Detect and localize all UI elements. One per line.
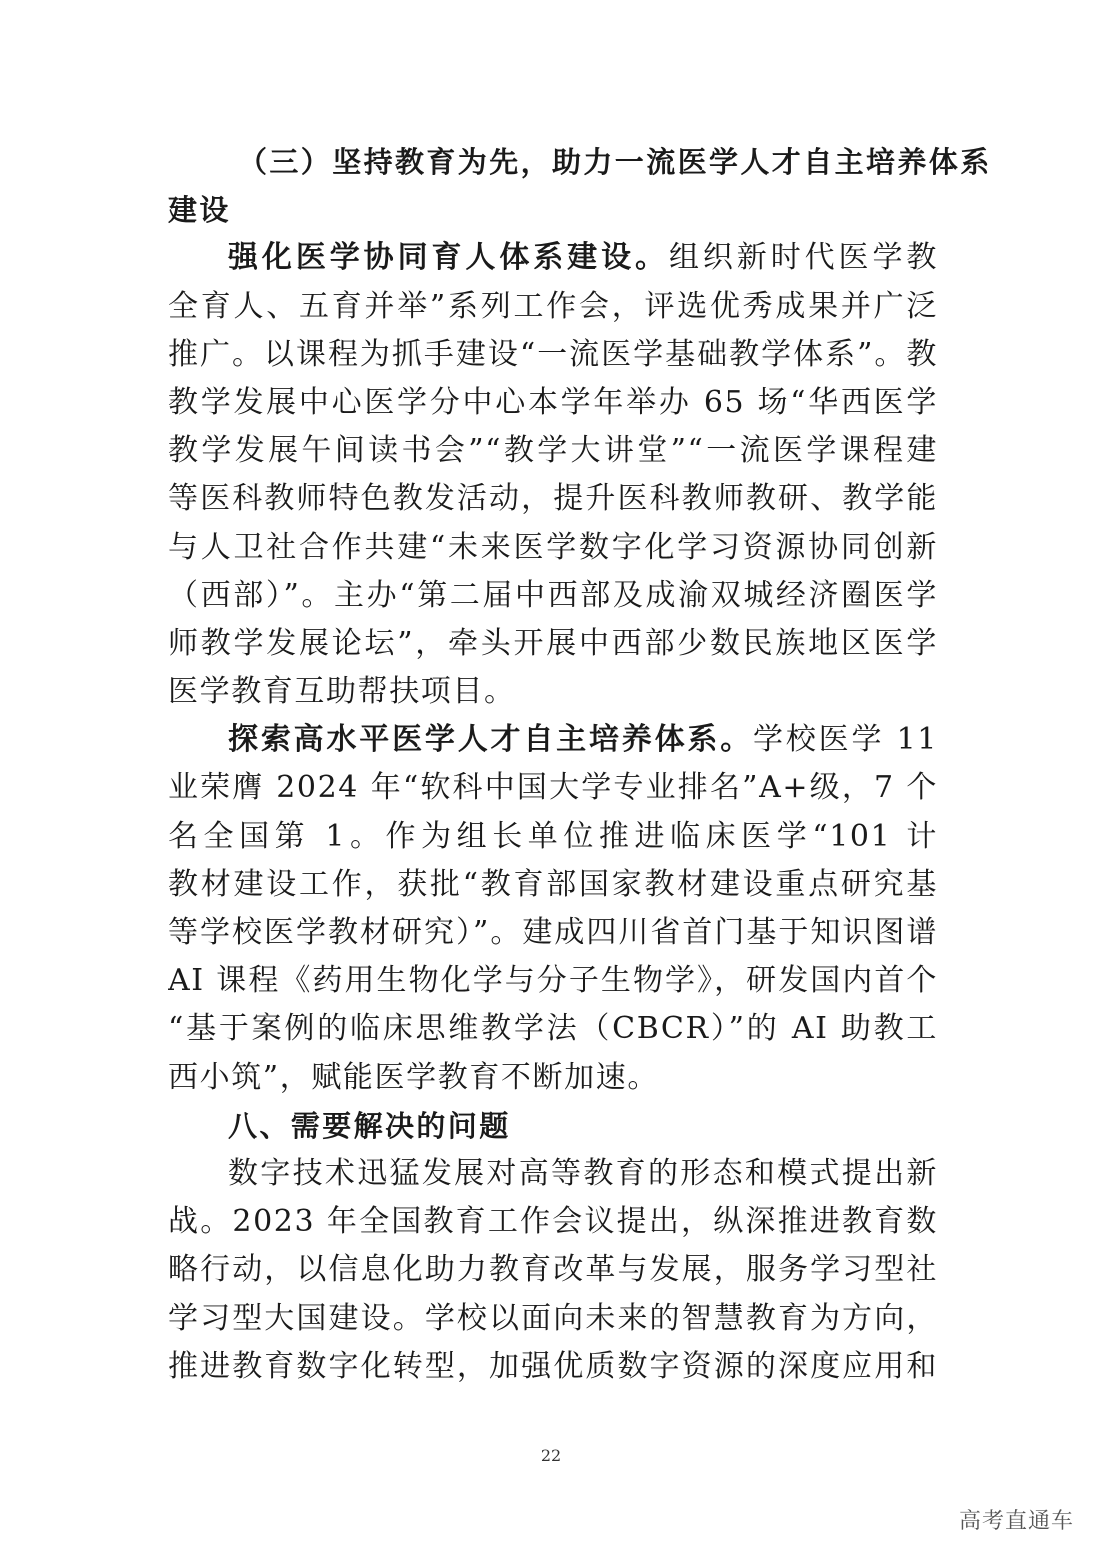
paragraph-1-line-last: 医学教育互助帮扶项目。	[168, 674, 516, 710]
paragraph-2-line: 名全国第 1。作为组长单位推进临床医学“101 计	[168, 818, 938, 854]
paragraph-3-line: 推进教育数字化转型，加强优质数字资源的深度应用和	[168, 1348, 938, 1384]
paragraph-3-line: 战。2023 年全国教育工作会议提出，纵深推进教育数	[168, 1204, 938, 1240]
paragraph-1-line: 全育人、五育并举”系列工作会，评选优秀成果并广泛	[168, 288, 938, 324]
section-heading-3-line2: 建设	[168, 193, 231, 228]
page-number: 22	[540, 1446, 562, 1465]
paragraph-2-line-last: 西小筑”，赋能医学教育不断加速。	[168, 1059, 659, 1095]
paragraph-1-line: 教学发展午间读书会”“教学大讲堂”“一流医学课程建	[168, 433, 938, 469]
paragraph-1-line1	[168, 234, 938, 282]
paragraph-2-line: 教材建设工作，获批“教育部国家教材建设重点研究基	[168, 866, 938, 902]
paragraph-2-line1	[168, 716, 938, 764]
paragraph-1-lead: 强化医学协同育人体系建设。	[228, 240, 669, 276]
paragraph-2-line: AI 课程《药用生物化学与分子生物学》，研发国内首个	[168, 963, 938, 999]
paragraph-2-line1-text: 学校医学 11	[753, 722, 938, 758]
paragraph-1-line: 教学发展中心医学分中心本学年举办 65 场“华西医学	[168, 384, 938, 420]
paragraph-1-line: 与人卫社合作共建“未来医学数字化学习资源协同创新	[168, 529, 938, 565]
watermark: 高考直通车	[958, 1509, 1074, 1534]
paragraph-1-line: 推广。以课程为抓手建设“一流医学基础教学体系”。教	[168, 336, 938, 372]
paragraph-1-line: 师教学发展论坛”，牵头开展中西部少数民族地区医学	[168, 625, 938, 661]
paragraph-2-lead: 探索高水平医学人才自主培养体系。	[228, 722, 754, 758]
paragraph-3-line: 学习型大国建设。学校以面向未来的智慧教育为方向，	[168, 1300, 938, 1336]
paragraph-1-line: 等医科教师特色教发活动，提升医科教师教研、教学能	[168, 481, 938, 517]
paragraph-2-line: “基于案例的临床思维教学法（CBCR）”的 AI 助教工	[168, 1011, 938, 1047]
paragraph-2-line: 业荣膺 2024 年“软科中国大学专业排名”A+级，7 个	[168, 770, 938, 806]
section-heading-8: 八、需要解决的问题	[228, 1108, 511, 1143]
paragraph-1-line1-text: 组织新时代医学教	[668, 240, 938, 276]
document-page	[168, 138, 992, 1391]
paragraph-3-line: 略行动，以信息化助力教育改革与发展，服务学习型社	[168, 1252, 938, 1288]
paragraph-2-line: 等学校医学教材研究）”。建成四川省首门基于知识图谱	[168, 915, 938, 950]
paragraph-1-line: （西部）”。主办“第二届中西部及成渝双城经济圈医学	[168, 577, 938, 613]
section-heading-3-line1: （三）坚持教育为先，助力一流医学人才自主培养体系	[238, 145, 992, 179]
paragraph-3-line1: 数字技术迅猛发展对高等教育的形态和模式提出新	[228, 1155, 938, 1191]
